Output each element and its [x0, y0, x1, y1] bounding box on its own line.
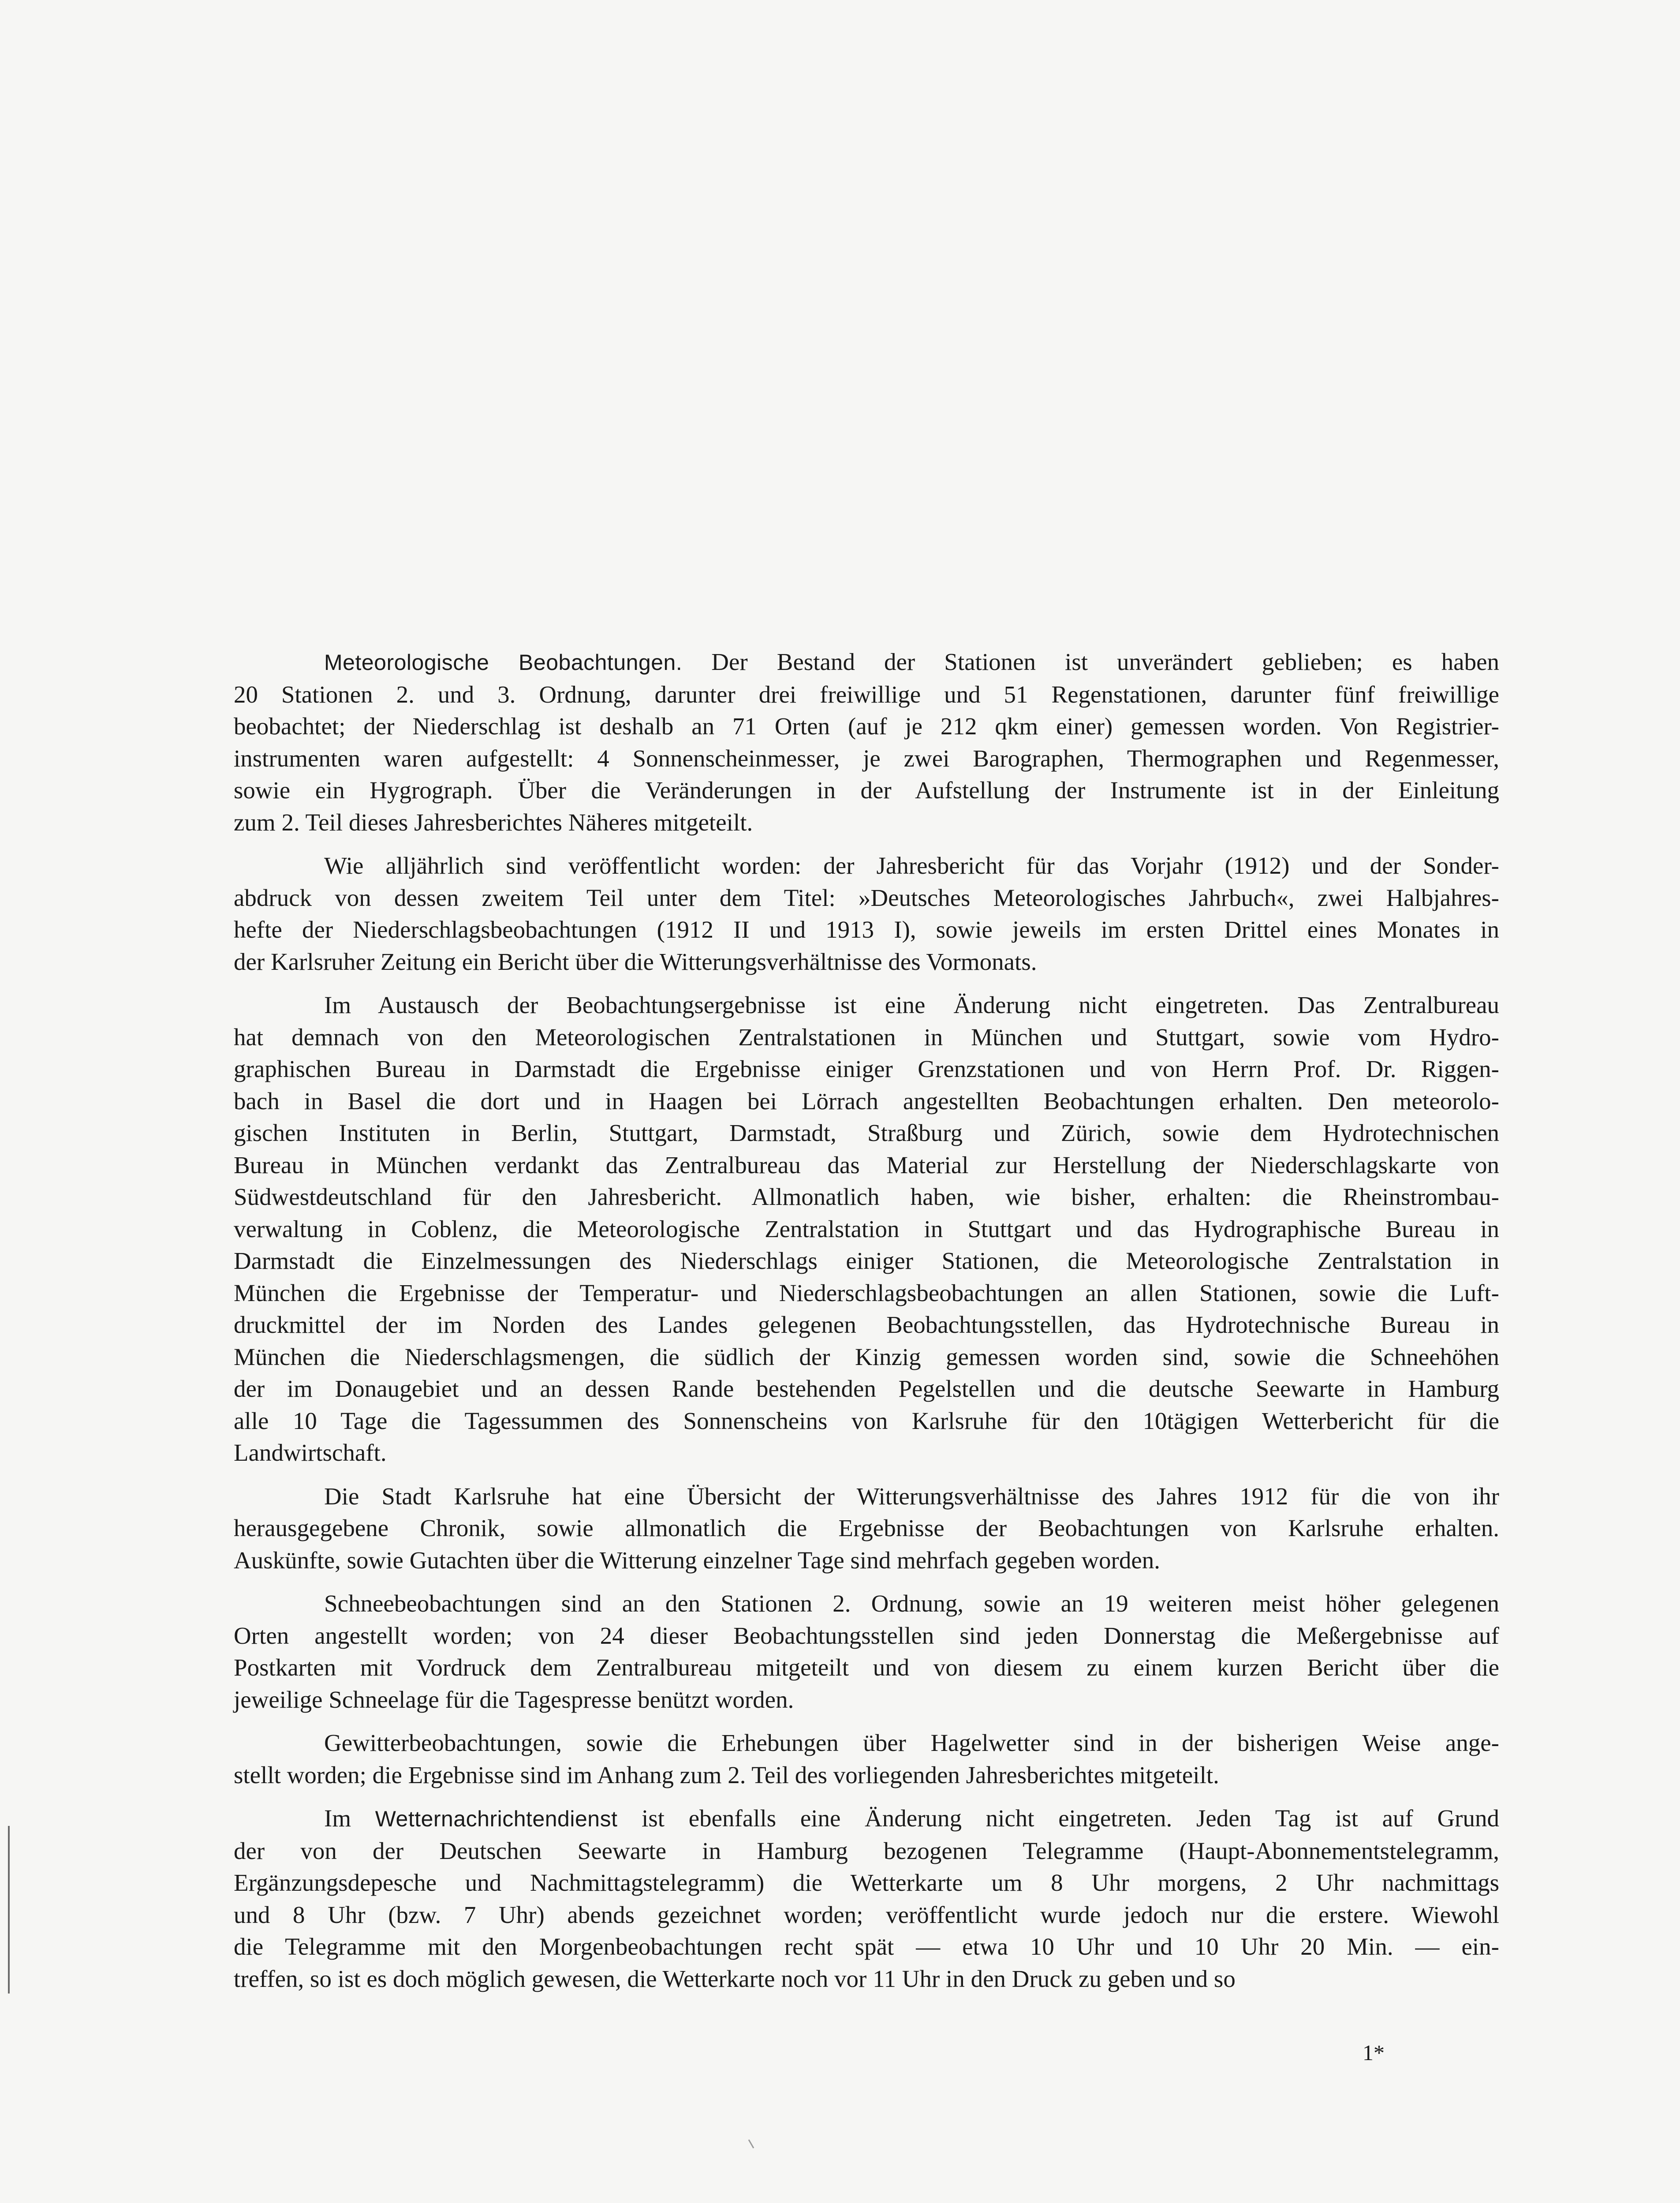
line-prefix: Im — [324, 1805, 375, 1832]
line-text: gischen Instituten in Berlin, Stuttgart, Darmstadt, Straßburg und Zürich, sowie dem Hydrotechnischen — [234, 1119, 1499, 1146]
line-text: treffen, so ist es doch möglich gewesen, die Wetterkarte noch vor 11 Uhr in den Druck zu geben und so — [234, 1965, 1236, 1992]
paragraph — [234, 1727, 1499, 1791]
paragraph — [234, 1588, 1499, 1716]
text-line — [234, 989, 1499, 1021]
text-line — [234, 1021, 1499, 1054]
line-text: instrumenten waren aufgestellt: 4 Sonnenscheinmesser, je zwei Barographen, Thermographen und Regenmesser, — [234, 744, 1499, 772]
line-text: hefte der Niederschlagsbeobachtungen (1912 II und 1913 I), sowie jeweils im ersten Drittel eines Monates in — [234, 916, 1499, 943]
line-text: Der Bestand der Stationen ist unverändert geblieben; es haben — [682, 648, 1499, 675]
text-line — [234, 1245, 1499, 1277]
text-line — [234, 1759, 1499, 1792]
text-line — [234, 1931, 1499, 1963]
line-text: Darmstadt die Einzelmessungen des Niederschlags einiger Stationen, die Meteorologische Zentralstation in — [234, 1247, 1499, 1274]
text-line — [234, 1373, 1499, 1405]
section-heading: Wetternachrichtendienst — [375, 1807, 618, 1831]
line-text: bach in Basel die dort und in Haagen bei Lörrach angestellten Beobachtungen erhalten. Den meteorolo- — [234, 1087, 1499, 1115]
paragraph — [234, 989, 1499, 1469]
text-line — [234, 1053, 1499, 1085]
text-line — [234, 1481, 1499, 1513]
text-line — [234, 1588, 1499, 1620]
text-line — [234, 646, 1499, 679]
text-line — [234, 1437, 1499, 1469]
line-text: jeweilige Schneelage für die Tagespresse benützt worden. — [234, 1686, 794, 1713]
line-text: Gewitterbeobachtungen, sowie die Erhebungen über Hagelwetter sind in der bisherigen Weise ange- — [324, 1729, 1499, 1756]
line-text: stellt worden; die Ergebnisse sind im Anhang zum 2. Teil des vorliegenden Jahresberichtes mitgeteilt. — [234, 1761, 1219, 1788]
line-text: Bureau in München verdankt das Zentralbureau das Material zur Herstellung der Niederschlagskarte von — [234, 1151, 1499, 1178]
text-line — [234, 1899, 1499, 1931]
line-text: Orten angestellt worden; von 24 dieser Beobachtungsstellen sind jeden Donnerstag die Meßergebnisse auf — [234, 1622, 1499, 1649]
line-text: der im Donaugebiet und an dessen Rande bestehenden Pegelstellen und die deutsche Seewarte in Hamburg — [234, 1375, 1499, 1402]
text-line — [234, 882, 1499, 914]
text-line — [234, 1149, 1499, 1182]
text-line — [234, 1620, 1499, 1652]
text-line — [234, 1117, 1499, 1149]
line-text: 20 Stationen 2. und 3. Ordnung, darunter drei freiwillige und 51 Regenstationen, darunter fünf freiwillige — [234, 681, 1499, 708]
text-line — [234, 1085, 1499, 1118]
text-line — [234, 807, 1499, 839]
text-line — [234, 914, 1499, 946]
section-heading: Meteorologische Beobachtungen. — [324, 650, 683, 675]
scan-margin-line — [8, 1826, 10, 1994]
line-text: beobachtet; der Niederschlag ist deshalb an 71 Orten (auf je 212 qkm einer) gemessen worden. Von Registrier- — [234, 713, 1499, 740]
text-line — [234, 1545, 1499, 1577]
line-text: Die Stadt Karlsruhe hat eine Übersicht der Witterungsverhältnisse des Jahres 1912 für die von ihr — [324, 1482, 1499, 1510]
line-text: der von der Deutschen Seewarte in Hamburg bezogenen Telegramme (Haupt-Abonnementstelegramm, — [234, 1837, 1499, 1864]
text-line — [234, 1309, 1499, 1341]
text-line — [234, 1963, 1499, 1995]
line-text: Schneebeobachtungen sind an den Stationen 2. Ordnung, sowie an 19 weiteren meist höher gelegenen — [324, 1590, 1499, 1617]
line-text: zum 2. Teil dieses Jahresberichtes Näheres mitgeteilt. — [234, 808, 753, 836]
body-text — [234, 646, 1499, 2006]
line-text: Auskünfte, sowie Gutachten über die Witterung einzelner Tage sind mehrfach gegeben worden. — [234, 1546, 1161, 1574]
line-text: Landwirtschaft. — [234, 1439, 387, 1466]
line-text: die Telegramme mit den Morgenbeobachtungen recht spät — etwa 10 Uhr und 10 Uhr 20 Min. — ein- — [234, 1933, 1499, 1960]
line-text: Südwestdeutschland für den Jahresbericht. Allmonatlich haben, wie bisher, erhalten: die Rheinstrombau- — [234, 1183, 1499, 1210]
paragraph — [234, 1481, 1499, 1577]
line-text: verwaltung in Coblenz, die Meteorologische Zentralstation in Stuttgart und das Hydrographische Bureau in — [234, 1215, 1499, 1242]
text-line — [234, 850, 1499, 882]
scan-artifact-mark — [748, 2139, 754, 2149]
text-line — [234, 1867, 1499, 1899]
line-text: alle 10 Tage die Tagessummen des Sonnenscheins von Karlsruhe für den 10tägigen Wetterbericht für die — [234, 1407, 1499, 1434]
line-text: und 8 Uhr (bzw. 7 Uhr) abends gezeichnet worden; veröffentlicht wurde jedoch nur die erstere. Wiewohl — [234, 1901, 1499, 1928]
paragraph — [234, 850, 1499, 978]
line-text: Ergänzungsdepesche und Nachmittagstelegramm) die Wetterkarte um 8 Uhr morgens, 2 Uhr nachmittags — [234, 1869, 1499, 1896]
line-text: München die Ergebnisse der Temperatur- und Niederschlagsbeobachtungen an allen Stationen, sowie die Luft- — [234, 1279, 1499, 1306]
text-line — [234, 946, 1499, 978]
text-line — [234, 743, 1499, 775]
text-line — [234, 1652, 1499, 1684]
line-text: Im Austausch der Beobachtungsergebnisse ist eine Änderung nicht eingetreten. Das Zentralbureau — [324, 991, 1499, 1018]
text-line — [234, 1213, 1499, 1245]
text-line — [234, 1803, 1499, 1835]
text-line — [234, 774, 1499, 807]
paragraph — [234, 1803, 1499, 1995]
line-text: abdruck von dessen zweitem Teil unter dem Titel: »Deutsches Meteorologisches Jahrbuch«, zwei Halbjahres- — [234, 884, 1499, 911]
line-text: druckmittel der im Norden des Landes gelegenen Beobachtungsstellen, das Hydrotechnische Bureau in — [234, 1311, 1499, 1338]
text-line — [234, 1512, 1499, 1545]
page-number: 1* — [1363, 2040, 1385, 2065]
text-line — [234, 679, 1499, 711]
text-line — [234, 1727, 1499, 1759]
text-line — [234, 1341, 1499, 1373]
paragraph — [234, 646, 1499, 838]
text-line — [234, 1835, 1499, 1867]
text-line — [234, 1277, 1499, 1309]
line-text: sowie ein Hygrograph. Über die Veränderungen in der Aufstellung der Instrumente ist in der Einleitung — [234, 777, 1499, 804]
line-text: graphischen Bureau in Darmstadt die Ergebnisse einiger Grenzstationen und von Herrn Prof. Dr. Riggen- — [234, 1055, 1499, 1082]
text-line — [234, 1405, 1499, 1437]
line-text: der Karlsruher Zeitung ein Bericht über die Witterungsverhältnisse des Vormonats. — [234, 948, 1037, 975]
line-text: München die Niederschlagsmengen, die südlich der Kinzig gemessen worden sind, sowie die Schneehöhen — [234, 1343, 1499, 1370]
line-text: hat demnach von den Meteorologischen Zentralstationen in München und Stuttgart, sowie vom Hydro- — [234, 1023, 1499, 1051]
line-text: ist ebenfalls eine Änderung nicht eingetreten. Jeden Tag ist auf Grund — [617, 1805, 1499, 1832]
text-line — [234, 1684, 1499, 1716]
line-text: Wie alljährlich sind veröffentlicht worden: der Jahresbericht für das Vorjahr (1912) und der Sonder- — [324, 852, 1499, 879]
line-text: Postkarten mit Vordruck dem Zentralbureau mitgeteilt und von diesem zu einem kurzen Bericht über die — [234, 1654, 1499, 1681]
line-text: herausgegebene Chronik, sowie allmonatlich die Ergebnisse der Beobachtungen von Karlsruhe erhalten. — [234, 1515, 1499, 1541]
text-line — [234, 1181, 1499, 1213]
text-line — [234, 711, 1499, 743]
